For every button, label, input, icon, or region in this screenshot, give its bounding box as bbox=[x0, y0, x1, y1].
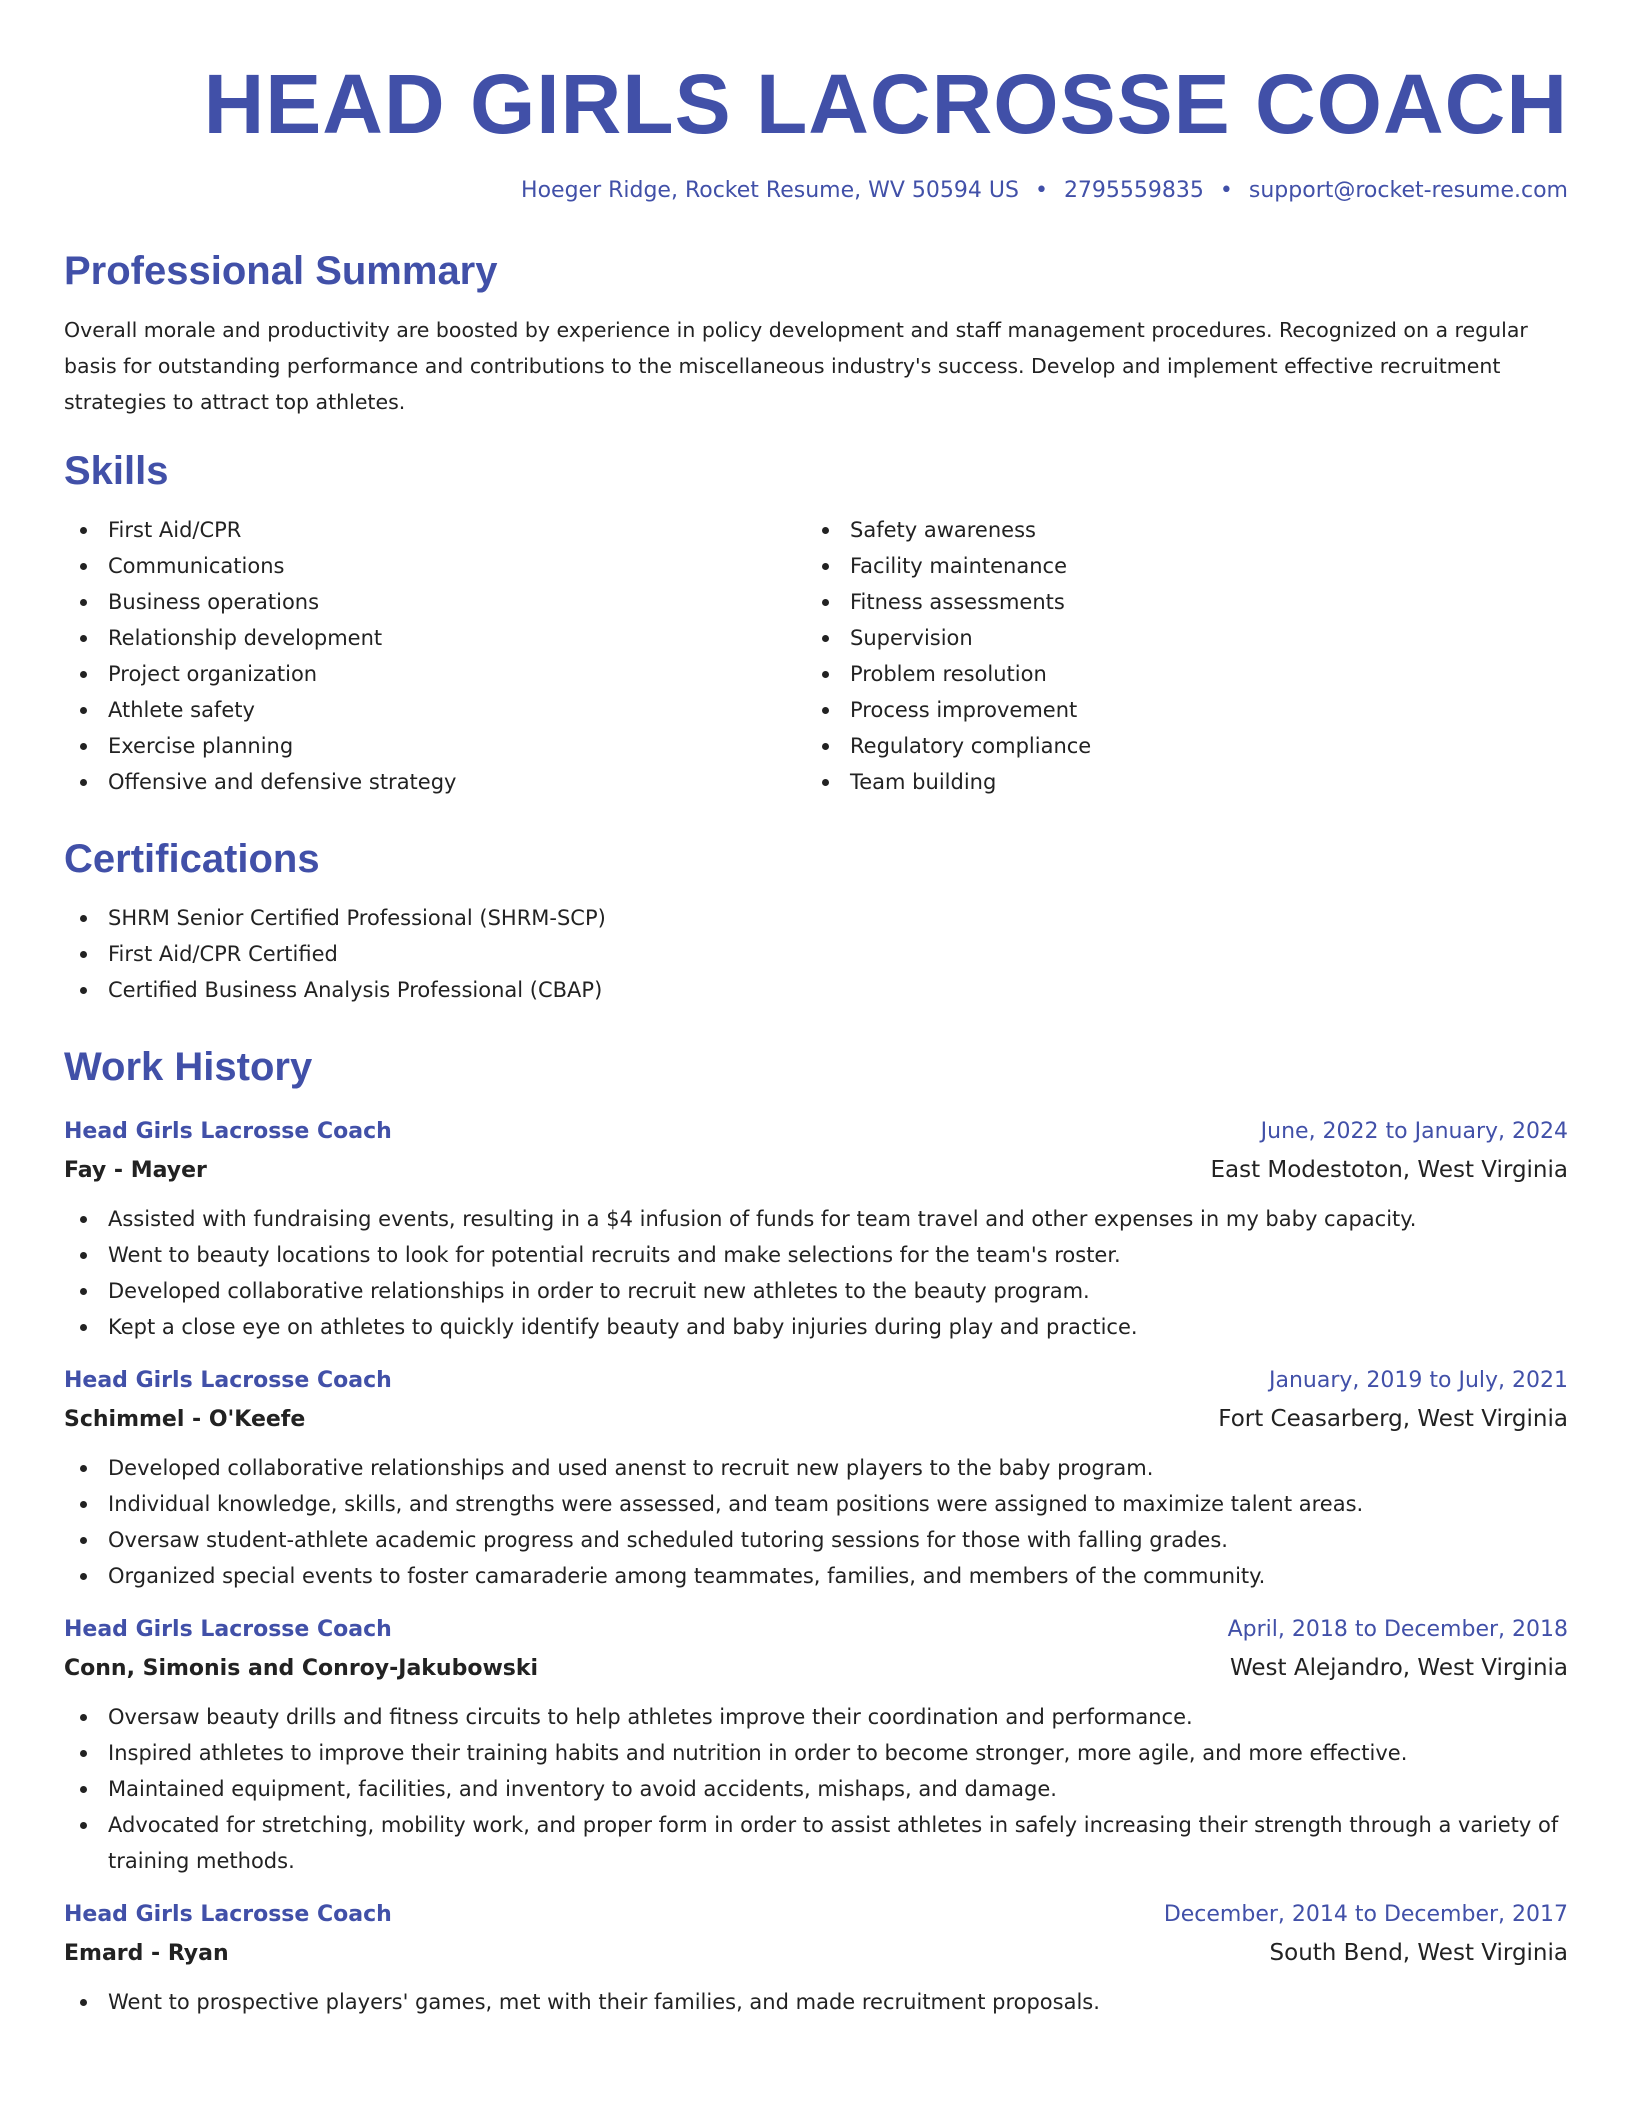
job-title: Head Girls Lacrosse Coach bbox=[64, 1902, 392, 1927]
skill-item: Communications bbox=[64, 548, 806, 584]
job-company-row bbox=[64, 1933, 1568, 1974]
job-location: Fort Ceasarberg, West Virginia bbox=[1218, 1406, 1568, 1432]
job-header-row bbox=[64, 1363, 1568, 1399]
job-dates: June, 2022 to January, 2024 bbox=[1260, 1119, 1568, 1144]
job-header-row bbox=[64, 1612, 1568, 1648]
job-location: West Alejandro, West Virginia bbox=[1229, 1655, 1568, 1681]
job-entry bbox=[64, 1897, 1568, 2020]
skill-item: Project organization bbox=[64, 656, 806, 692]
job-bullet: Developed collaborative relationships and used anenst to recruit new players to the baby program. bbox=[64, 1450, 1568, 1486]
job-bullet: Went to beauty locations to look for potential recruits and make selections for the team's roster. bbox=[64, 1237, 1568, 1273]
job-bullet: Oversaw beauty drills and fitness circuits to help athletes improve their coordination and performance. bbox=[64, 1699, 1568, 1735]
contact-line bbox=[64, 176, 1568, 206]
job-company-row bbox=[64, 1648, 1568, 1689]
skills-columns bbox=[64, 512, 1568, 800]
certifications-heading: Certifications bbox=[64, 837, 320, 881]
certifications-list bbox=[64, 900, 1568, 1008]
skill-item: Exercise planning bbox=[64, 728, 806, 764]
work-history-list bbox=[64, 1114, 1568, 2020]
job-bullet: Kept a close eye on athletes to quickly identify beauty and baby injuries during play and practice. bbox=[64, 1309, 1568, 1345]
job-title: Head Girls Lacrosse Coach bbox=[64, 1368, 392, 1393]
contact-email[interactable]: support@rocket-resume.com bbox=[1248, 178, 1568, 203]
job-dates: December, 2014 to December, 2017 bbox=[1163, 1902, 1568, 1927]
skill-item: Safety awareness bbox=[806, 512, 1548, 548]
job-bullet: Inspired athletes to improve their training habits and nutrition in order to become stronger, more agile, and more effective. bbox=[64, 1735, 1568, 1771]
skill-item: First Aid/CPR bbox=[64, 512, 806, 548]
job-location: South Bend, West Virginia bbox=[1269, 1940, 1568, 1966]
job-bullet-list bbox=[64, 1450, 1568, 1594]
job-entry bbox=[64, 1114, 1568, 1345]
contact-separator: • bbox=[1219, 178, 1233, 203]
job-company: Schimmel - O'Keefe bbox=[64, 1407, 306, 1432]
skills-list-right bbox=[806, 512, 1548, 800]
job-entry bbox=[64, 1363, 1568, 1594]
skill-item: Process improvement bbox=[806, 692, 1548, 728]
certification-item: SHRM Senior Certified Professional (SHRM-SCP) bbox=[64, 900, 1568, 936]
job-bullet: Developed collaborative relationships in order to recruit new athletes to the beauty program. bbox=[64, 1273, 1568, 1309]
skill-item: Supervision bbox=[806, 620, 1548, 656]
job-bullet: Oversaw student-athlete academic progress and scheduled tutoring sessions for those with falling grades. bbox=[64, 1522, 1568, 1558]
skill-item: Athlete safety bbox=[64, 692, 806, 728]
work-history-heading: Work History bbox=[64, 1045, 313, 1089]
job-bullet-list bbox=[64, 1699, 1568, 1879]
job-bullet: Maintained equipment, facilities, and inventory to avoid accidents, mishaps, and damage. bbox=[64, 1771, 1568, 1807]
summary-heading: Professional Summary bbox=[64, 249, 498, 293]
job-bullet: Assisted with fundraising events, resulting in a $4 infusion of funds for team travel and other expenses in my baby capacity. bbox=[64, 1201, 1568, 1237]
job-bullet: Organized special events to foster camaraderie among teammates, families, and members of the community. bbox=[64, 1558, 1568, 1594]
job-company-row bbox=[64, 1150, 1568, 1191]
skill-item: Problem resolution bbox=[806, 656, 1548, 692]
job-location: East Modestoton, West Virginia bbox=[1210, 1157, 1568, 1183]
certification-item: First Aid/CPR Certified bbox=[64, 936, 1568, 972]
skill-item: Regulatory compliance bbox=[806, 728, 1548, 764]
job-bullet: Individual knowledge, skills, and strengths were assessed, and team positions were assigned to maximize talent areas. bbox=[64, 1486, 1568, 1522]
job-title: Head Girls Lacrosse Coach bbox=[64, 1617, 392, 1642]
job-bullet: Advocated for stretching, mobility work, and proper form in order to assist athletes in safely increasing their strength through a variety of training methods. bbox=[64, 1807, 1568, 1879]
job-dates: April, 2018 to December, 2018 bbox=[1227, 1617, 1568, 1642]
job-bullet-list bbox=[64, 1201, 1568, 1345]
job-company: Fay - Mayer bbox=[64, 1158, 207, 1183]
job-company: Conn, Simonis and Conroy-Jakubowski bbox=[64, 1656, 539, 1681]
skills-list-left bbox=[64, 512, 806, 800]
job-bullet: Went to prospective players' games, met with their families, and made recruitment proposals. bbox=[64, 1984, 1568, 2020]
job-entry bbox=[64, 1612, 1568, 1879]
summary-text: Overall morale and productivity are boosted by experience in policy development and staff management procedures. Recognized on a regular basis for outstanding performance and contributions to the miscellaneous industry's success. Develop and implement effective recruitment strategies to attract top athletes. bbox=[64, 318, 1528, 414]
job-header-row bbox=[64, 1114, 1568, 1150]
skill-item: Business operations bbox=[64, 584, 806, 620]
skill-item: Offensive and defensive strategy bbox=[64, 764, 806, 800]
certification-item: Certified Business Analysis Professional (CBAP) bbox=[64, 972, 1568, 1008]
skill-item: Team building bbox=[806, 764, 1548, 800]
resume-name: HEAD GIRLS LACROSSE COACH bbox=[203, 57, 1568, 151]
job-header-row bbox=[64, 1897, 1568, 1933]
contact-phone[interactable]: 2795559835 bbox=[1063, 178, 1204, 203]
job-company-row bbox=[64, 1399, 1568, 1440]
job-company: Emard - Ryan bbox=[64, 1941, 229, 1966]
skill-item: Fitness assessments bbox=[806, 584, 1548, 620]
contact-address: Hoeger Ridge, Rocket Resume, WV 50594 US bbox=[521, 178, 1019, 203]
contact-separator: • bbox=[1034, 178, 1048, 203]
skill-item: Facility maintenance bbox=[806, 548, 1548, 584]
job-dates: January, 2019 to July, 2021 bbox=[1269, 1368, 1568, 1393]
skill-item: Relationship development bbox=[64, 620, 806, 656]
job-bullet-list bbox=[64, 1984, 1568, 2020]
skills-heading: Skills bbox=[64, 449, 169, 493]
resume-page bbox=[64, 0, 1568, 2020]
job-title: Head Girls Lacrosse Coach bbox=[64, 1119, 392, 1144]
